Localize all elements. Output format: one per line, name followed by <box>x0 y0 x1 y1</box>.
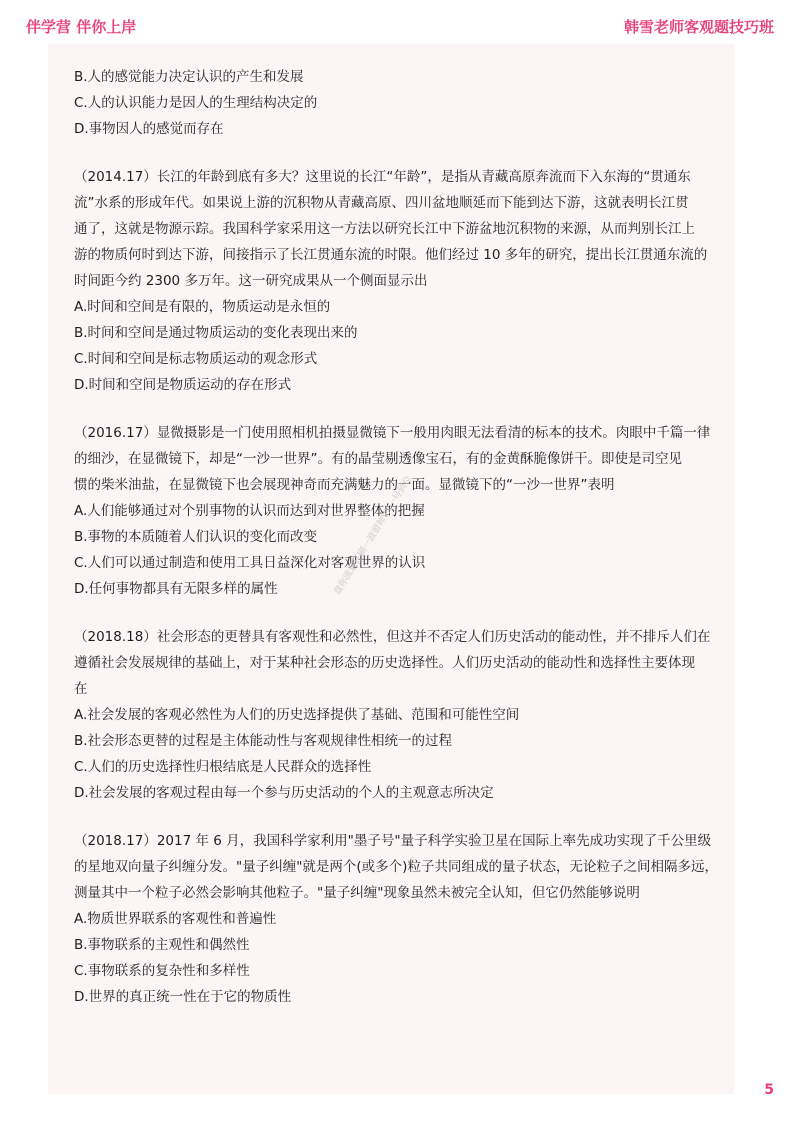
prev-question-options <box>74 64 734 142</box>
option-b: B.人的感觉能力决定认识的产生和发展 <box>74 69 304 85</box>
question-stem-line: 的细沙，在显微镜下，却是“一沙一世界”。有的晶莹剔透像宝石，有的金黄酥脆像饼干。即使是司空见 <box>74 451 682 467</box>
question-stem-line: 在 <box>74 681 88 697</box>
option-b: B.社会形态更替的过程是主体能动性与客观规律性相统一的过程 <box>74 733 453 749</box>
option-b: B.事物联系的主观性和偶然性 <box>74 937 250 953</box>
question-stem-line: （2018.17）2017 年 6 月，我国科学家利用"墨子号"量子科学实验卫星在国际上率先成功实现了千公里级 <box>74 833 712 849</box>
option-c: C.人的认识能力是因人的生理结构决定的 <box>74 95 318 111</box>
question-2016-17 <box>74 420 734 602</box>
question-stem-line: 测量其中一个粒子必然会影响其他粒子。"量子纠缠"现象虽然未被完全认知，但它仍然能够说明 <box>74 885 640 901</box>
option-c: C.人们可以通过制造和使用工具日益深化对客观世界的认识 <box>74 555 426 571</box>
option-b: B.时间和空间是通过物质运动的变化表现出来的 <box>74 325 358 341</box>
option-c: C.人们的历史选择性归根结底是人民群众的选择性 <box>74 759 372 775</box>
page-number: 5 <box>764 1082 774 1098</box>
option-a: A.时间和空间是有限的，物质运动是永恒的 <box>74 299 331 315</box>
question-stem-line: 遵循社会发展规律的基础上，对于某种社会形态的历史选择性。人们历史活动的能动性和选择性主要体现 <box>74 655 695 671</box>
question-stem-line: （2016.17）显微摄影是一门使用照相机拍摄显微镜下一般用肉眼无法看清的标本的技术。肉眼中千篇一律 <box>74 425 711 441</box>
option-a: A.社会发展的客观必然性为人们的历史选择提供了基础、范围和可能性空间 <box>74 707 520 723</box>
question-stem-line: （2014.17）长江的年龄到底有多大？这里说的长江“年龄”，是指从青藏高原奔流而下入东海的“贯通东 <box>74 169 691 185</box>
option-d: D.任何事物都具有无限多样的属性 <box>74 581 278 597</box>
option-a: A.物质世界联系的客观性和普遍性 <box>74 911 277 927</box>
option-d: D.世界的真正统一性在于它的物质性 <box>74 989 292 1005</box>
question-stem-line: 的星地双向量子纠缠分发。"量子纠缠"就是两个(或多个)粒子共同组成的量子状态，无论粒子之间相隔多远， <box>74 859 718 875</box>
question-stem-line: 流”水系的形成年代。如果说上游的沉积物从青藏高原、四川盆地顺延而下能到达下游，这就表明长江贯 <box>74 195 689 211</box>
question-stem-line: 惯的柴米油盐，在显微镜下也会展现神奇而充满魅力的一面。显微镜下的“一沙一世界”表明 <box>74 477 615 493</box>
option-d: D.事物因人的感觉而存在 <box>74 121 224 137</box>
option-c: C.时间和空间是标志物质运动的观念形式 <box>74 351 318 367</box>
header-course-title: 韩雪老师客观题技巧班 <box>623 18 774 36</box>
question-2018-17 <box>74 828 734 1010</box>
question-stem-line: （2018.18）社会形态的更替具有客观性和必然性，但这并不否定人们历史活动的能动性，并不排斥人们在 <box>74 629 711 645</box>
question-2018-18 <box>74 624 734 806</box>
page-content <box>74 64 734 1010</box>
option-d: D.时间和空间是物质运动的存在形式 <box>74 377 292 393</box>
watermark-text: 盘你流量狂刷一波留帅VX一号到位 <box>332 474 415 597</box>
option-c: C.事物联系的复杂性和多样性 <box>74 963 250 979</box>
option-d: D.社会发展的客观过程由每一个参与历史活动的个人的主观意志所决定 <box>74 785 494 801</box>
option-a: A.人们能够通过对个别事物的认识而达到对世界整体的把握 <box>74 503 425 519</box>
option-b: B.事物的本质随着人们认识的变化而改变 <box>74 529 318 545</box>
question-stem-line: 时间距今约 2300 多万年。这一研究成果从一个侧面显示出 <box>74 273 428 289</box>
question-stem-line: 游的物质何时到达下游，间接指示了长江贯通东流的时限。他们经过 10 多年的研究，提出长江贯通东流的 <box>74 247 708 263</box>
question-2014-17 <box>74 164 734 398</box>
header-brand: 伴学营 伴你上岸 <box>26 18 137 36</box>
question-stem-line: 通了，这就是物源示踪。我国科学家采用这一方法以研究长江中下游盆地沉积物的来源，从而判别长江上 <box>74 221 695 237</box>
